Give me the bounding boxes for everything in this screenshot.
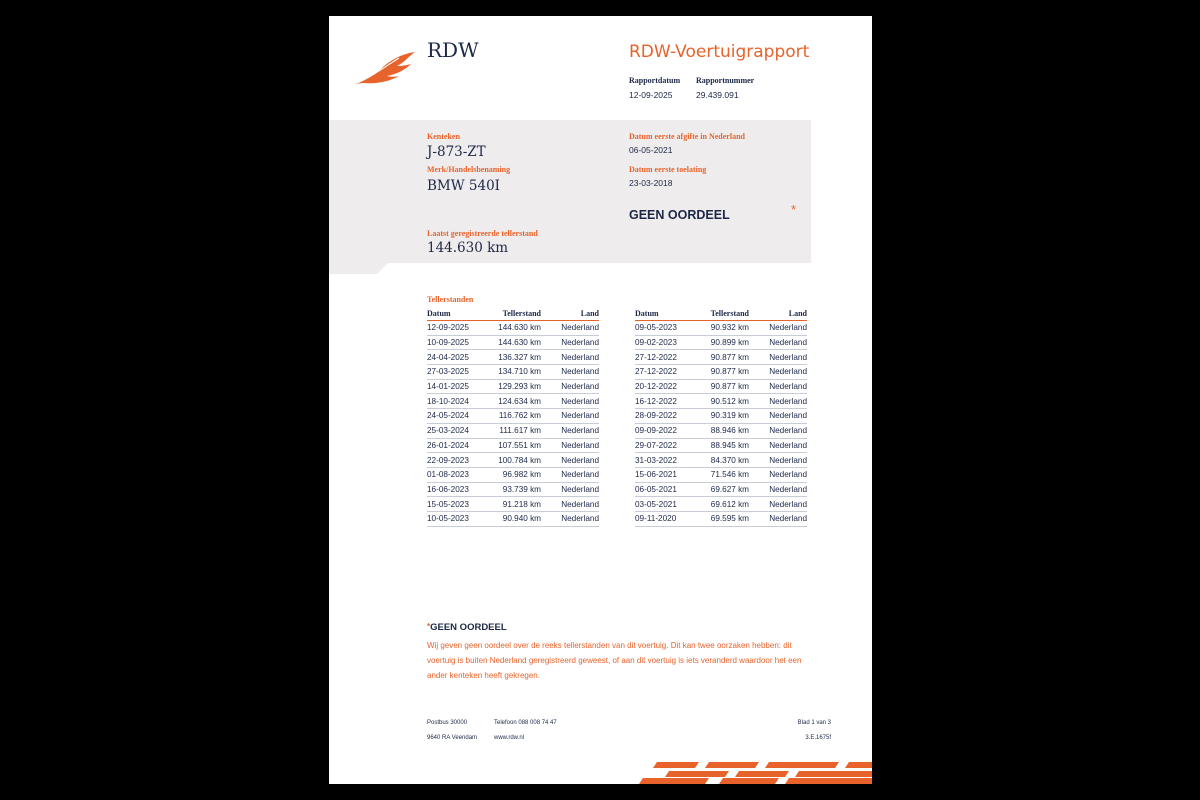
cell-odometer: 90.940 km [487,511,541,526]
note-title-text: GEEN OORDEEL [430,622,507,633]
cell-date: 09-09-2022 [635,423,695,438]
cell-country: Nederland [749,394,807,409]
table-row [427,394,599,409]
table-row [635,365,807,380]
cell-country: Nederland [749,379,807,394]
cell-date: 09-05-2023 [635,321,695,336]
cell-country: Nederland [541,482,599,497]
cell-odometer: 71.546 km [695,467,749,482]
cell-date: 01-08-2023 [427,467,487,482]
cell-odometer: 144.630 km [487,335,541,350]
plate-label: Kenteken [427,132,460,141]
cell-odometer: 136.327 km [487,350,541,365]
cell-odometer: 88.946 km [695,423,749,438]
cell-date: 15-06-2021 [635,467,695,482]
cell-country: Nederland [541,394,599,409]
table-row [427,482,599,497]
table-header-row [427,308,599,321]
cell-country: Nederland [749,365,807,380]
cell-country: Nederland [541,365,599,380]
cell-date: 09-02-2023 [635,335,695,350]
brand-name: RDW [427,38,479,62]
first-nl-label: Datum eerste afgifte in Nederland [629,132,745,141]
table-row [427,350,599,365]
readings-table-left [427,308,599,527]
cell-odometer: 144.630 km [487,321,541,336]
cell-date: 29-07-2022 [635,438,695,453]
table-row [427,379,599,394]
note-title [427,622,507,633]
table-row [635,350,807,365]
cell-date: 09-11-2020 [635,511,695,526]
make-value: BMW 540I [427,178,501,194]
cell-country: Nederland [749,409,807,424]
cell-odometer: 90.877 km [695,365,749,380]
verdict: GEEN OORDEEL [629,208,730,222]
cell-country: Nederland [541,511,599,526]
report-date [629,76,680,100]
band-notch-decoration [329,262,389,274]
report-title: RDW-Voertuigrapport [629,42,810,62]
cell-date: 12-09-2025 [427,321,487,336]
cell-date: 24-05-2024 [427,409,487,424]
table-header-row [635,308,807,321]
cell-country: Nederland [749,335,807,350]
cell-country: Nederland [749,350,807,365]
table-row [427,321,599,336]
report-number-label: Rapportnummer [696,76,755,85]
table-row [635,497,807,512]
verdict-star: * [791,202,797,217]
cell-odometer: 91.218 km [487,497,541,512]
cell-odometer: 107.551 km [487,438,541,453]
col-odometer-header: Tellerstand [695,308,749,321]
cell-date: 25-03-2024 [427,423,487,438]
footer-phone: Telefoon 088 008 74 47 [494,720,557,726]
table-row [635,321,807,336]
cell-date: 16-06-2023 [427,482,487,497]
cell-country: Nederland [749,438,807,453]
footer-code: 3.E.1675f [805,735,831,741]
cell-date: 24-04-2025 [427,350,487,365]
cell-odometer: 69.627 km [695,482,749,497]
cell-country: Nederland [541,423,599,438]
table-row [427,335,599,350]
first-nl-value: 06-05-2021 [629,145,673,155]
cell-odometer: 111.617 km [487,423,541,438]
cell-odometer: 124.634 km [487,394,541,409]
table-row [635,438,807,453]
cell-date: 22-09-2023 [427,453,487,468]
cell-date: 26-01-2024 [427,438,487,453]
col-date-header: Datum [635,308,695,321]
cell-country: Nederland [541,497,599,512]
rdw-feather-logo-icon [353,50,417,86]
cell-odometer: 90.877 km [695,379,749,394]
cell-date: 10-09-2025 [427,335,487,350]
col-country-header: Land [541,308,599,321]
col-date-header: Datum [427,308,487,321]
cell-date: 27-03-2025 [427,365,487,380]
col-country-header: Land [749,308,807,321]
cell-date: 18-10-2024 [427,394,487,409]
table-row [427,453,599,468]
cell-date: 31-03-2022 [635,453,695,468]
table-row [635,335,807,350]
table-row [635,453,807,468]
cell-odometer: 90.932 km [695,321,749,336]
cell-date: 14-01-2025 [427,379,487,394]
table-row [427,365,599,380]
cell-date: 03-05-2021 [635,497,695,512]
cell-date: 10-05-2023 [427,511,487,526]
cell-odometer: 69.612 km [695,497,749,512]
cell-date: 06-05-2021 [635,482,695,497]
cell-date: 27-12-2022 [635,350,695,365]
first-admission-label: Datum eerste toelating [629,165,707,174]
note-star: * [427,622,431,631]
report-date-value: 12-09-2025 [629,90,673,100]
table-row [635,394,807,409]
cell-date: 27-12-2022 [635,365,695,380]
cell-country: Nederland [749,423,807,438]
table-row [427,467,599,482]
table-row [635,379,807,394]
odometer-value: 144.630 km [427,240,509,256]
cell-country: Nederland [541,409,599,424]
cell-country: Nederland [541,453,599,468]
cell-country: Nederland [541,379,599,394]
cell-country: Nederland [541,321,599,336]
footer-city: 9640 RA Veendam [427,735,478,741]
report-page [329,16,872,784]
table-row [427,497,599,512]
report-number-value: 29.439.091 [696,90,739,100]
cell-country: Nederland [541,467,599,482]
first-admission-value: 23-03-2018 [629,178,673,188]
note-text: Wij geven geen oordeel over de reeks tellerstanden van dit voertuig. Dit kan twee oorzaken hebben: dit voertuig is buiten Nederland geregistreerd geweest, of aan dit voertuig is iets veranderd waardoor het een ander kenteken heeft gekregen. [427,641,802,680]
cell-country: Nederland [541,335,599,350]
cell-country: Nederland [541,350,599,365]
cell-country: Nederland [749,453,807,468]
report-date-label: Rapportdatum [629,76,681,85]
cell-odometer: 84.370 km [695,453,749,468]
table-row [635,423,807,438]
col-odometer-header: Tellerstand [487,308,541,321]
cell-odometer: 93.739 km [487,482,541,497]
footer-web-link[interactable]: www.rdw.nl [494,735,525,741]
footer-page-number: Blad 1 van 3 [797,720,831,726]
table-row [427,423,599,438]
cell-odometer: 90.319 km [695,409,749,424]
cell-country: Nederland [749,511,807,526]
cell-date: 16-12-2022 [635,394,695,409]
cell-country: Nederland [749,482,807,497]
table-row [427,409,599,424]
cell-odometer: 134.710 km [487,365,541,380]
cell-country: Nederland [749,497,807,512]
cell-odometer: 69.595 km [695,511,749,526]
cell-country: Nederland [749,467,807,482]
table-row [427,438,599,453]
cell-odometer: 100.784 km [487,453,541,468]
cell-odometer: 90.877 km [695,350,749,365]
make-label: Merk/Handelsbenaming [427,165,511,174]
footer-postbus: Postbus 30000 [427,720,468,726]
vehicle-summary-band [329,120,811,263]
report-number [696,76,754,100]
cell-odometer: 90.899 km [695,335,749,350]
cell-date: 28-09-2022 [635,409,695,424]
table-row [635,511,807,526]
table-row [635,467,807,482]
table-row [635,409,807,424]
cell-odometer: 129.293 km [487,379,541,394]
readings-table-right [635,308,807,527]
cell-odometer: 90.512 km [695,394,749,409]
table-row [427,511,599,526]
cell-odometer: 96.982 km [487,467,541,482]
cell-date: 20-12-2022 [635,379,695,394]
odometer-label: Laatst geregistreerde tellerstand [427,229,538,238]
footer-stripes-decoration-icon [639,762,872,784]
cell-date: 15-05-2023 [427,497,487,512]
cell-country: Nederland [541,438,599,453]
cell-odometer: 116.762 km [487,409,541,424]
cell-odometer: 88.945 km [695,438,749,453]
plate-value: J-873-ZT [427,144,486,160]
cell-country: Nederland [749,321,807,336]
readings-title: Tellerstanden [427,295,474,304]
table-row [635,482,807,497]
